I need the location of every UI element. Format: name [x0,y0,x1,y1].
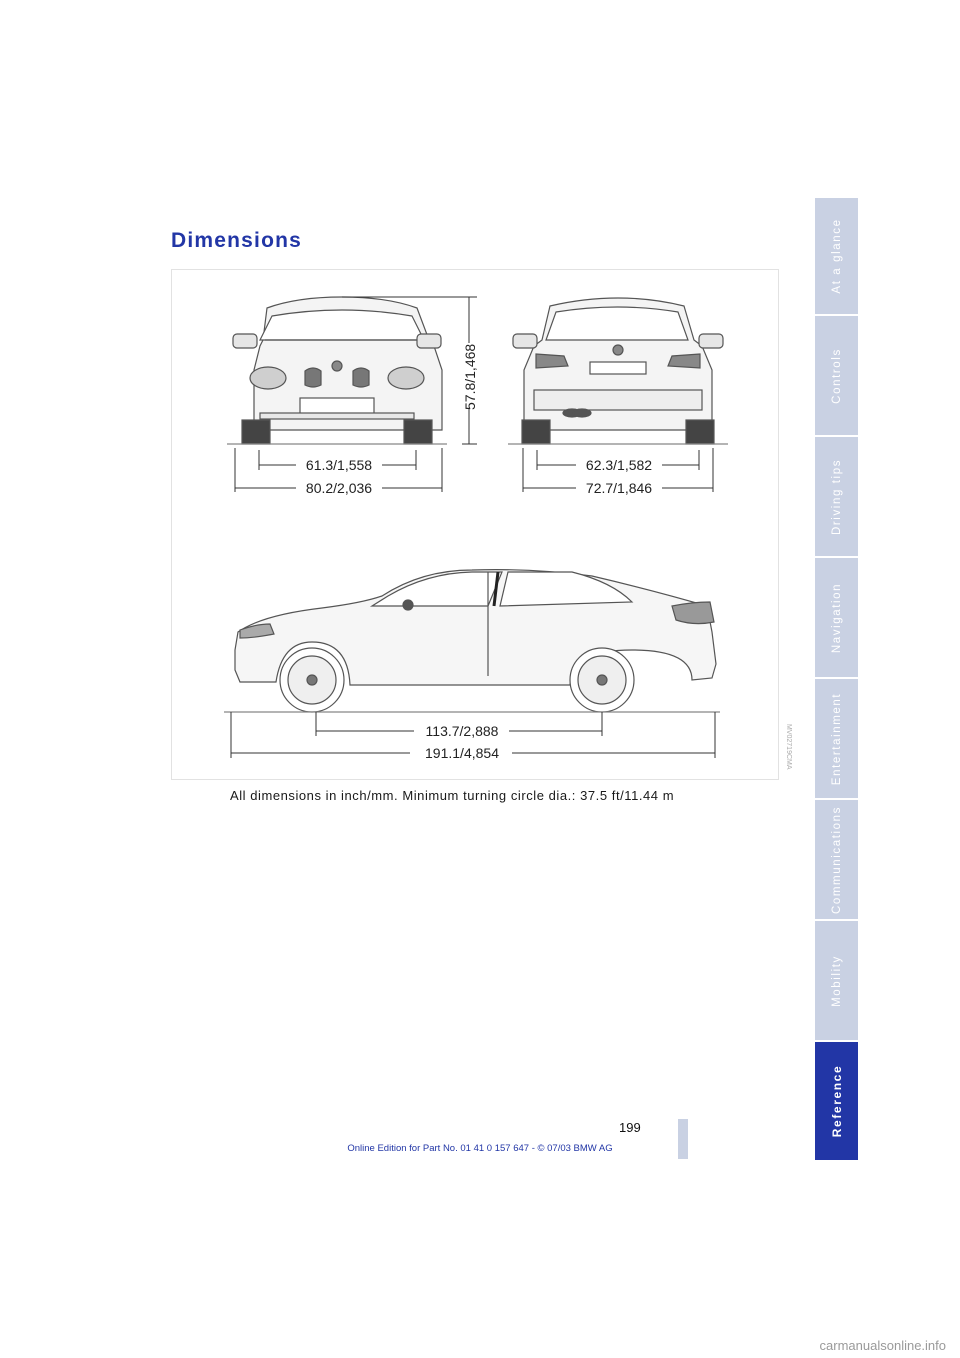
length-label: 191.1/4,854 [425,745,499,761]
page-number: 199 [619,1120,641,1135]
front-view [233,297,442,444]
sidebar-item-reference[interactable]: Reference [815,1042,858,1160]
figure-caption: All dimensions in inch/mm. Minimum turning circle dia.: 37.5 ft/11.44 m [230,788,675,803]
svg-text:MV02719CMA: MV02719CMA [785,724,792,770]
rear-track-label: 62.3/1,582 [585,457,653,473]
sidebar-item-mobility[interactable]: Mobility [815,921,858,1040]
side-view [235,570,716,712]
car-drawing [172,270,778,779]
wheelbase-label: 113.7/2,888 [425,723,499,739]
sidebar-item-at-a-glance[interactable]: At a glance [815,198,858,314]
sidebar-item-controls[interactable]: Controls [815,316,858,435]
front-width-label: 80.2/2,036 [305,480,373,496]
sidebar-item-entertainment[interactable]: Entertainment [815,679,858,798]
figure-code [778,724,790,770]
rear-view [513,298,723,444]
sidebar-item-navigation[interactable]: Navigation [815,558,858,677]
sidebar-item-driving-tips[interactable]: Driving tips [815,437,858,556]
sidebar-item-communications[interactable]: Communications [815,800,858,919]
front-track-label: 61.3/1,558 [305,457,373,473]
footer-edition-note: Online Edition for Part No. 01 41 0 157 647 - © 07/03 BMW AG [347,1143,613,1154]
page-title: Dimensions [171,229,303,252]
watermark: carmanualsonline.info [819,1338,946,1353]
dimensions-figure [171,269,779,780]
rear-width-label: 72.7/1,846 [585,480,653,496]
height-label: 57.8/1,468 [462,343,478,410]
